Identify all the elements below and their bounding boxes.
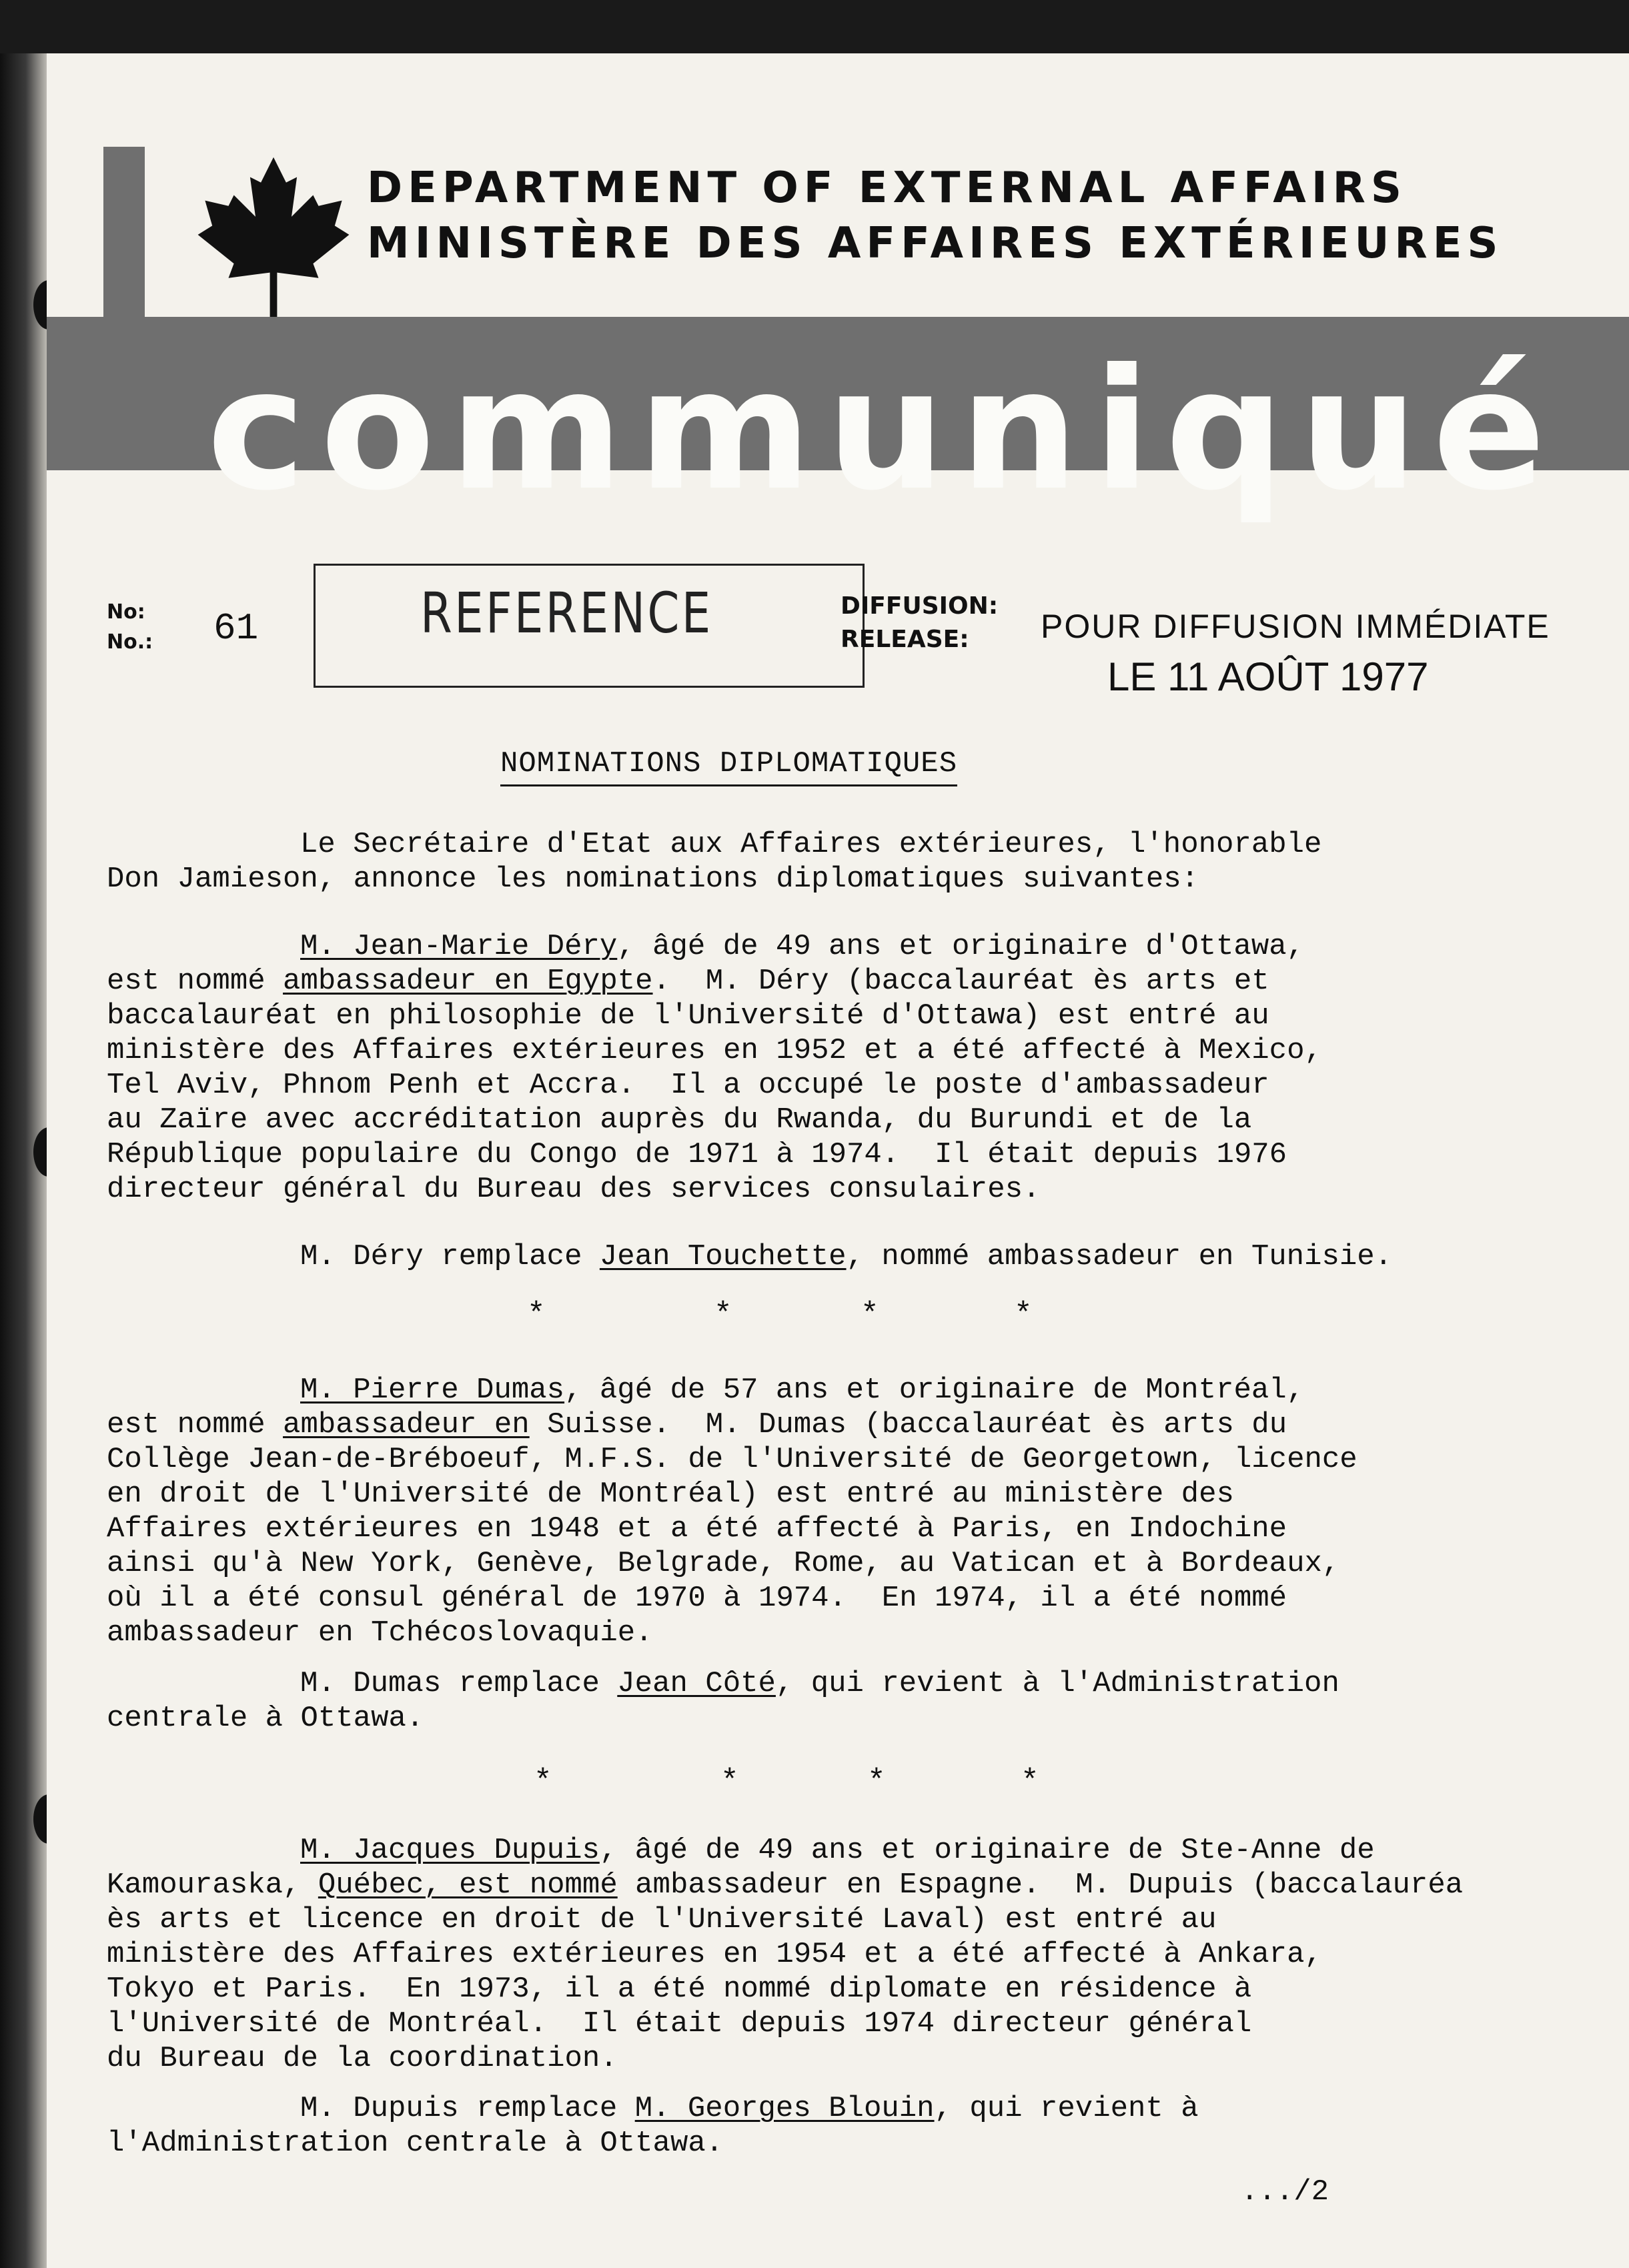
appointee-name: M. Jacques Dupuis bbox=[300, 1834, 600, 1867]
separator-star: * bbox=[714, 1297, 732, 1332]
text-span: , âgé de 57 ans et originaire de Montréal, bbox=[564, 1373, 1305, 1407]
replaced-name: Jean Touchette bbox=[599, 1240, 847, 1273]
separator-star: * bbox=[1014, 1297, 1033, 1332]
text-span: , qui revient à bbox=[934, 2092, 1199, 2125]
paragraph-line: Affaires extérieures en 1948 et a été affecté à Paris, en Indochine bbox=[107, 1512, 1287, 1546]
paragraph-line: ainsi qu'à New York, Genève, Belgrade, Rome, au Vatican et à Bordeaux, bbox=[107, 1547, 1340, 1580]
separator-star: * bbox=[867, 1764, 886, 1799]
text-span: M. Déry remplace bbox=[300, 1240, 600, 1273]
paragraph-line: au Zaïre avec accréditation auprès du Rwanda, du Burundi et de la bbox=[107, 1103, 1252, 1137]
flag-bar bbox=[103, 147, 145, 335]
paragraph-line bbox=[107, 1407, 1287, 1442]
paragraph-line bbox=[300, 929, 1304, 964]
paragraph-line bbox=[300, 1833, 1375, 1868]
release-label-fr: DIFFUSION: bbox=[841, 592, 999, 620]
paragraph-line: du Bureau de la coordination. bbox=[107, 2042, 618, 2075]
replaced-name: M. Georges Blouin bbox=[634, 2092, 935, 2125]
paragraph-line: ministère des Affaires extérieures en 1954 et a été affecté à Ankara, bbox=[107, 1938, 1322, 1971]
communique-number: 61 bbox=[213, 607, 259, 650]
replacement-line bbox=[300, 1666, 1339, 1701]
release-label-en: RELEASE: bbox=[841, 626, 969, 653]
text-span: ambassadeur en Espagne. M. Dupuis (baccalauréa bbox=[617, 1868, 1464, 1902]
release-instructions: POUR DIFFUSION IMMÉDIATE bbox=[1041, 608, 1550, 645]
maple-leaf-icon bbox=[180, 150, 367, 330]
text-span: est nommé bbox=[107, 1408, 284, 1442]
intro-line: Le Secrétaire d'Etat aux Affaires extérieures, l'honorable bbox=[300, 828, 1322, 861]
intro-line: Don Jamieson, annonce les nominations diplomatiques suivantes: bbox=[107, 863, 1199, 896]
replaced-name: Jean Côté bbox=[617, 1667, 776, 1700]
paragraph-line bbox=[300, 1373, 1304, 1407]
appointment-post: ambassadeur en bbox=[283, 1408, 530, 1442]
reference-stamp-text: REFERENCE bbox=[420, 580, 713, 646]
text-span: , nommé ambassadeur en Tunisie. bbox=[846, 1240, 1393, 1273]
department-name-french: MINISTÈRE DES AFFAIRES EXTÉRIEURES bbox=[367, 219, 1504, 268]
text-span: Kamouraska, bbox=[107, 1868, 318, 1902]
department-name-english: DEPARTMENT OF EXTERNAL AFFAIRS bbox=[367, 163, 1407, 213]
separator-star: * bbox=[861, 1297, 879, 1332]
release-date: LE 11 AOÛT 1977 bbox=[1107, 654, 1429, 699]
paragraph-line: directeur général du Bureau des services consulaires. bbox=[107, 1173, 1041, 1206]
replacement-line: centrale à Ottawa. bbox=[107, 1702, 424, 1735]
number-label-en: No.: bbox=[107, 630, 153, 654]
communique-banner-text: communiqué bbox=[207, 333, 1561, 527]
text-span: , qui revient à l'Administration bbox=[775, 1667, 1339, 1700]
paragraph-line bbox=[107, 964, 1269, 999]
paragraph-line: ambassadeur en Tchécoslovaquie. bbox=[107, 1616, 653, 1650]
separator-star: * bbox=[720, 1764, 739, 1799]
separator-star: * bbox=[534, 1764, 552, 1799]
paragraph-line: baccalauréat en philosophie de l'Université d'Ottawa) est entré au bbox=[107, 999, 1269, 1033]
replacement-line: l'Administration centrale à Ottawa. bbox=[107, 2127, 724, 2160]
document-page bbox=[47, 53, 1629, 2268]
appointment-post: ambassadeur en Egypte bbox=[283, 965, 653, 998]
paragraph-line: République populaire du Congo de 1971 à 1974. Il était depuis 1976 bbox=[107, 1138, 1287, 1171]
paragraph-line: ministère des Affaires extérieures en 1952 et a été affecté à Mexico, bbox=[107, 1034, 1322, 1067]
replacement-line bbox=[300, 2091, 1199, 2126]
paragraph-line: l'Université de Montréal. Il était depuis 1974 directeur général bbox=[107, 2007, 1252, 2041]
text-span: , âgé de 49 ans et originaire de Ste-Anne de bbox=[599, 1834, 1375, 1867]
text-span: est nommé bbox=[107, 965, 284, 998]
appointee-name: M. Jean-Marie Déry bbox=[300, 930, 618, 963]
replacement-line bbox=[300, 1239, 1392, 1274]
paragraph-line bbox=[107, 1868, 1463, 1902]
paragraph-line: Collège Jean-de-Bréboeuf, M.F.S. de l'Université de Georgetown, licence bbox=[107, 1443, 1358, 1476]
appointee-name: M. Pierre Dumas bbox=[300, 1373, 565, 1407]
text-span: M. Dumas remplace bbox=[300, 1667, 618, 1700]
separator-star: * bbox=[1021, 1764, 1039, 1799]
paragraph-line: où il a été consul général de 1970 à 1974. En 1974, il a été nommé bbox=[107, 1582, 1287, 1615]
appointment-post: Québec, est nommé bbox=[318, 1868, 618, 1902]
document-title: NOMINATIONS DIPLOMATIQUES bbox=[500, 747, 957, 786]
paragraph-line: en droit de l'Université de Montréal) est entré au ministère des bbox=[107, 1478, 1234, 1511]
separator-star: * bbox=[527, 1297, 546, 1332]
text-span: . M. Déry (baccalauréat ès arts et bbox=[652, 965, 1269, 998]
text-span: , âgé de 49 ans et originaire d'Ottawa, bbox=[617, 930, 1305, 963]
paragraph-line: Tel Aviv, Phnom Penh et Accra. Il a occupé le poste d'ambassadeur bbox=[107, 1069, 1269, 1102]
paragraph-line: ès arts et licence en droit de l'Université Laval) est entré au bbox=[107, 1903, 1217, 1936]
text-span: M. Dupuis remplace bbox=[300, 2092, 635, 2125]
text-span: Suisse. M. Dumas (baccalauréat ès arts du bbox=[529, 1408, 1287, 1442]
page-continuation: .../2 bbox=[1241, 2175, 1329, 2209]
paragraph-line: Tokyo et Paris. En 1973, il a été nommé diplomate en résidence à bbox=[107, 1972, 1252, 2006]
number-label-fr: No: bbox=[107, 600, 145, 624]
